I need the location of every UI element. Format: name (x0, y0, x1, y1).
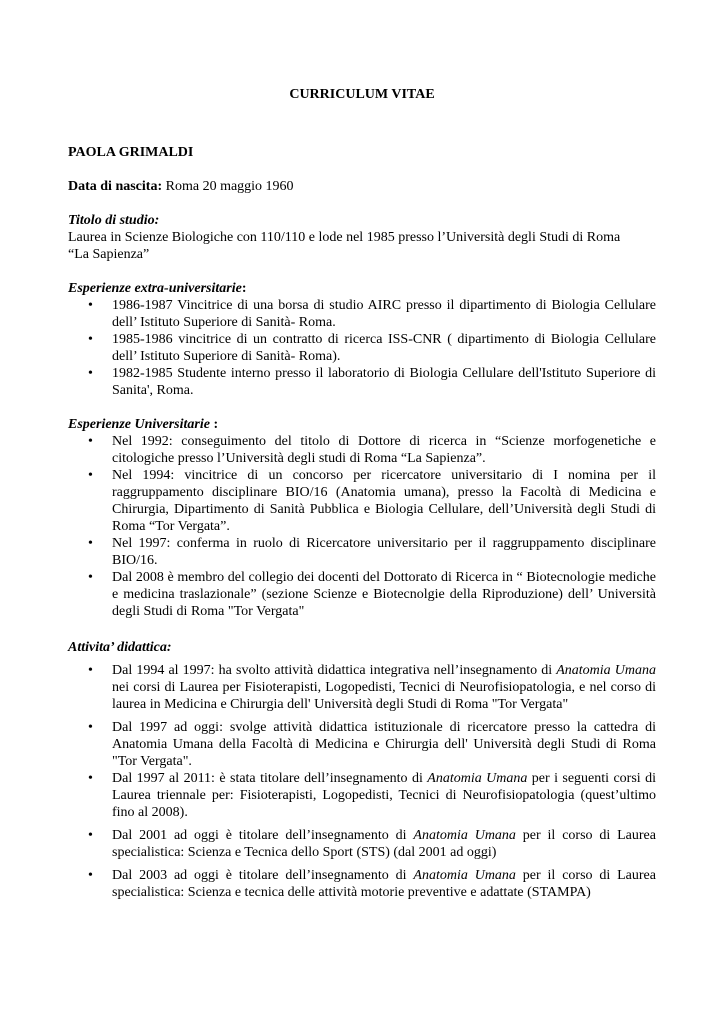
universitarie-heading: Esperienze Universitarie (68, 417, 210, 432)
didattica-heading: Attivita’ didattica: (68, 640, 172, 655)
list-item: • 1982-1985 Studente interno presso il laboratorio di Biologia Cellulare dell'Istituto Superiore di Sanita', Roma. (68, 365, 656, 399)
list-item: • Dal 2003 ad oggi è titolare dell’insegnamento di Anatomia Umana per il corso di Laurea specialistica: Scienza e tecnica delle attività motorie preventive e adattate (STAMPA) (68, 867, 656, 901)
person-name: PAOLA GRIMALDI (68, 145, 194, 160)
titolo-text: Laurea in Scienze Biologiche con 110/110 e lode nel 1985 presso l’Università degli Studi di Roma “La Sapienza” (68, 230, 621, 262)
list-item: • Dal 1997 al 2011: è stata titolare dell’insegnamento di Anatomia Umana per i seguenti corsi di Laurea triennale per: Fisioterapisti, Logopedisti, Tecnici di Neurofisiopatologia (quest’ultimo fino al 2008). (68, 770, 656, 821)
list-item: • Dal 2001 ad oggi è titolare dell’insegnamento di Anatomia Umana per il corso di Laurea specialistica: Scienza e Tecnica dello Sport (STS) (dal 2001 ad oggi) (68, 827, 656, 861)
list-item: • Dal 1997 ad oggi: svolge attività didattica istituzionale di ricercatore presso la cattedra di Anatomia Umana della Facoltà di Medicina e Chirurgia dell' Università degli Studi di Roma "Tor Vergata". (68, 719, 656, 770)
list-item: • Nel 1997: conferma in ruolo di Ricercatore universitario per il raggruppamento disciplinare BIO/16. (68, 535, 656, 569)
cv-document (68, 86, 657, 900)
extra-heading: Esperienze extra-universitarie (68, 281, 242, 296)
section-universitarie (68, 416, 656, 620)
section-titolo (68, 212, 656, 263)
document-title: CURRICULUM VITAE (289, 87, 435, 102)
list-item: • Nel 1992: conseguimento del titolo di Dottore di ricerca in “Scienze morfogenetiche e citologiche presso l’Università degli studi di Roma “La Sapienza”. (68, 433, 656, 467)
extra-list (68, 297, 656, 399)
section-extra (68, 280, 656, 399)
section-didattica (68, 639, 656, 901)
universitarie-heading-line: Esperienze Universitarie : (68, 417, 219, 432)
titolo-heading: Titolo di studio: (68, 213, 160, 228)
universitarie-list (68, 433, 656, 620)
list-item: • 1985-1986 vincitrice di un contratto di ricerca ISS-CNR ( dipartimento di Biologia Cellulare dell’ Istituto Superiore di Sanità- Roma). (68, 331, 656, 365)
list-item: • Nel 1994: vincitrice di un concorso per ricercatore universitario di I nomina per il raggruppamento disciplinare BIO/16 (Anatomia umana), presso la Facoltà di Medicina e Chirurgia, Dipartimento di Sanità Pubblica e Biologia Cellulare, dell’Università degli Studi di Roma “Tor Vergata”. (68, 467, 656, 535)
list-item: • Dal 2008 è membro del collegio dei docenti del Dottorato di Ricerca in “ Biotecnologie mediche e medicina traslazionale” (sezione Scienze e Biotecnolgie della Riproduzione) dell’ Università degli Studi di Roma "Tor Vergata" (68, 569, 656, 620)
birth-line (68, 178, 656, 195)
list-item: • Dal 1994 al 1997: ha svolto attività didattica integrativa nell’insegnamento di Anatomia Umana nei corsi di Laurea per Fisioterapisti, Logopedisti, Tecnici di Neurofisiopatologia, e nel corso di laurea in Medicina e Chirurgia dell' Università degli Studi di Roma "Tor Vergata" (68, 662, 656, 713)
extra-heading-line: Esperienze extra-universitarie: (68, 281, 247, 296)
list-item: • 1986-1987 Vincitrice di una borsa di studio AIRC presso il dipartimento di Biologia Cellulare dell’ Istituto Superiore di Sanità- Roma. (68, 297, 656, 331)
didattica-list (68, 662, 656, 901)
birth-value: Roma 20 maggio 1960 (162, 179, 294, 194)
birth-label: Data di nascita: (68, 179, 163, 194)
